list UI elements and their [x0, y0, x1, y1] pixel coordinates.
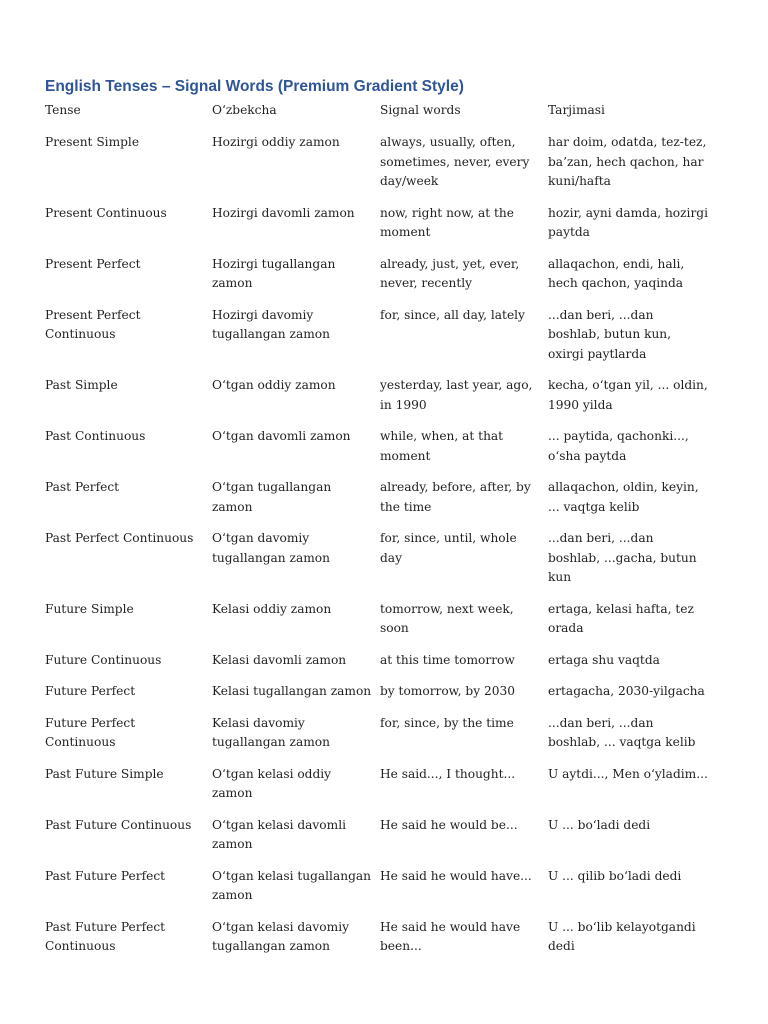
- cell-uzbek: Hozirgi tugallangan zamon: [212, 256, 336, 290]
- table-row: [45, 867, 715, 918]
- cell-signal-words: always, usually, often, sometimes, never, every day/week: [380, 135, 530, 188]
- cell-tense: Past Future Perfect: [45, 868, 166, 883]
- document-title: English Tenses – Signal Words (Premium Gradient Style): [45, 78, 464, 95]
- cell-signal-words: for, since, by the time: [380, 715, 514, 730]
- cell-signal-words: by tomorrow, by 2030: [380, 684, 515, 698]
- header-translation: Tarjimasi: [548, 103, 605, 117]
- cell-signal-words: for, since, until, whole day: [380, 531, 517, 565]
- cell-tense: Future Perfect: [45, 684, 136, 698]
- header-tense: Tense: [45, 103, 81, 117]
- cell-tense: Present Simple: [45, 135, 140, 149]
- table-row: [45, 714, 715, 765]
- cell-tense: Past Perfect: [45, 480, 120, 494]
- cell-tense: Future Perfect Continuous: [45, 715, 136, 749]
- header-row: [45, 101, 715, 133]
- cell-translation: ertaga shu vaqtda: [548, 652, 660, 667]
- cell-translation: U ... bo‘ladi dedi: [548, 817, 651, 832]
- table-row: [45, 816, 715, 867]
- cell-uzbek: O‘tgan kelasi oddiy zamon: [212, 766, 332, 800]
- cell-signal-words: already, just, yet, ever, never, recently: [380, 256, 520, 290]
- cell-signal-words: tomorrow, next week, soon: [380, 601, 514, 635]
- cell-uzbek: Kelasi tugallangan zamon: [212, 684, 372, 698]
- cell-signal-words: He said he would have been...: [380, 919, 521, 953]
- cell-tense: Future Continuous: [45, 652, 162, 667]
- cell-translation: har doim, odatda, tez-tez, ba’zan, hech qachon, har kuni/hafta: [548, 135, 707, 188]
- cell-signal-words: for, since, all day, lately: [380, 307, 525, 322]
- header-signal-words: Signal words: [380, 103, 461, 117]
- cell-translation: hozir, ayni damda, hozirgi paytda: [548, 205, 708, 239]
- table-row: [45, 651, 715, 683]
- cell-signal-words: now, right now, at the moment: [380, 205, 514, 239]
- cell-uzbek: Kelasi davomli zamon: [212, 652, 347, 667]
- cell-signal-words: He said he would be...: [380, 817, 518, 832]
- cell-signal-words: He said he would have...: [380, 868, 532, 883]
- cell-uzbek: O‘tgan kelasi davomli zamon: [212, 817, 346, 851]
- cell-signal-words: already, before, after, by the time: [380, 480, 531, 514]
- cell-translation: ... paytida, qachonki..., o‘sha paytda: [548, 429, 689, 463]
- cell-tense: Past Future Simple: [45, 766, 164, 781]
- cell-tense: Past Future Perfect Continuous: [45, 919, 166, 953]
- cell-tense: Past Perfect Continuous: [45, 531, 194, 545]
- cell-tense: Future Simple: [45, 601, 134, 616]
- cell-tense: Present Continuous: [45, 205, 167, 220]
- table-row: [45, 682, 715, 714]
- cell-translation: U ... qilib bo‘ladi dedi: [548, 868, 682, 883]
- cell-uzbek: Hozirgi davomli zamon: [212, 205, 355, 220]
- table-row: [45, 427, 715, 478]
- table-row: [45, 255, 715, 306]
- tenses-table: [45, 101, 715, 969]
- cell-uzbek: O‘tgan davomli zamon: [212, 429, 351, 443]
- cell-uzbek: O‘tgan kelasi davomiy tugallangan zamon: [212, 919, 349, 953]
- cell-tense: Past Continuous: [45, 429, 146, 443]
- table-row: [45, 918, 715, 969]
- table-row: [45, 529, 715, 600]
- cell-uzbek: O‘tgan oddiy zamon: [212, 378, 336, 392]
- table-row: [45, 376, 715, 427]
- cell-tense: Present Perfect Continuous: [45, 307, 141, 341]
- cell-signal-words: He said..., I thought...: [380, 766, 516, 781]
- table-row: [45, 600, 715, 651]
- table-row: [45, 478, 715, 529]
- cell-signal-words: at this time tomorrow: [380, 652, 515, 667]
- cell-uzbek: Kelasi oddiy zamon: [212, 601, 332, 616]
- cell-translation: ertagacha, 2030-yilgacha: [548, 684, 705, 698]
- cell-translation: allaqachon, oldin, keyin, ... vaqtga kelib: [548, 480, 699, 514]
- cell-tense: Past Simple: [45, 378, 118, 392]
- cell-signal-words: while, when, at that moment: [380, 429, 504, 463]
- cell-translation: ...dan beri, ...dan boshlab, ...gacha, butun kun: [548, 531, 697, 584]
- header-uzbek: O‘zbekcha: [212, 103, 277, 117]
- cell-translation: U aytdi..., Men o‘yladim...: [548, 766, 708, 781]
- cell-uzbek: O‘tgan davomiy tugallangan zamon: [212, 531, 330, 565]
- cell-uzbek: Kelasi davomiy tugallangan zamon: [212, 715, 330, 749]
- cell-translation: ...dan beri, ...dan boshlab, ... vaqtga kelib: [548, 715, 696, 749]
- table-row: [45, 306, 715, 377]
- cell-translation: kecha, o‘tgan yil, ... oldin, 1990 yilda: [548, 378, 708, 412]
- table-row: [45, 204, 715, 255]
- cell-translation: ertaga, kelasi hafta, tez orada: [548, 601, 694, 635]
- table-row: [45, 765, 715, 816]
- cell-translation: ...dan beri, ...dan boshlab, butun kun, oxirgi paytlarda: [548, 307, 672, 361]
- cell-tense: Present Perfect: [45, 256, 141, 271]
- cell-uzbek: O‘tgan tugallangan zamon: [212, 480, 332, 514]
- cell-tense: Past Future Continuous: [45, 817, 192, 832]
- table-body: [45, 133, 715, 969]
- cell-translation: allaqachon, endi, hali, hech qachon, yaqinda: [548, 256, 685, 290]
- cell-translation: U ... bo‘lib kelayotgandi dedi: [548, 919, 696, 953]
- cell-signal-words: yesterday, last year, ago, in 1990: [380, 378, 533, 412]
- table-header: [45, 101, 715, 133]
- cell-uzbek: Hozirgi oddiy zamon: [212, 135, 340, 149]
- cell-uzbek: O‘tgan kelasi tugallangan zamon: [212, 868, 371, 902]
- table-row: [45, 133, 715, 204]
- cell-uzbek: Hozirgi davomiy tugallangan zamon: [212, 307, 330, 341]
